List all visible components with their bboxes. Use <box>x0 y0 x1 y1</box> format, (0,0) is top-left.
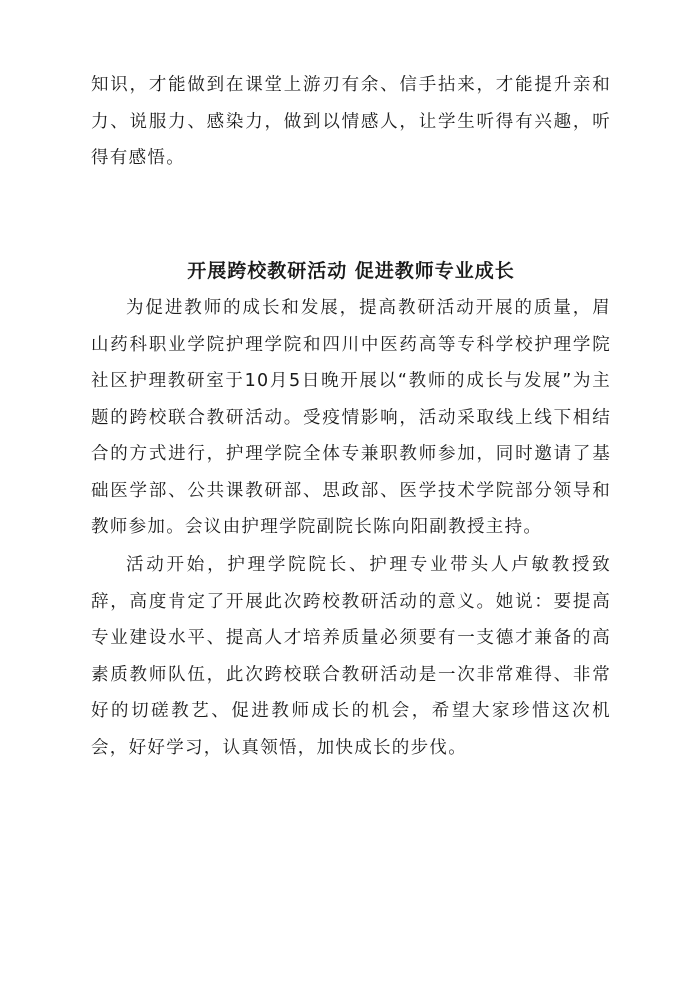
body-paragraph: 活动开始，护理学院院长、护理专业带头人卢敏教授致辞，高度肯定了开展此次跨校教研活动的意义。她说：要提高专业建设水平、提高人才培养质量必须要有一支德才兼备的高素质教师队伍，此次跨校联合教研活动是一次非常难得、非常好的切磋教艺、促进教师成长的机会，希望大家珍惜这次机会，好好学习，认真领悟，加快成长的步伐。 <box>91 555 611 758</box>
body-paragraph: 为促进教师的成长和发展，提高教研活动开展的质量，眉山药科职业学院护理学院和四川中医药高等专科学校护理学院社区护理教研室于10月5日晚开展以“教师的成长与发展”为主题的跨校联合教研活动。受疫情影响，活动采取线上线下相结合的方式进行，护理学院全体专兼职教师参加，同时邀请了基础医学部、公共课教研部、思政部、医学技术学院部分领导和教师参加。会议由护理学院副院长陈向阳副教授主持。 <box>91 298 611 537</box>
article-title: 开展跨校教研活动 促进教师专业成长 <box>187 260 515 282</box>
continuation-paragraph: 知识，才能做到在课堂上游刃有余、信手拈来，才能提升亲和力、说服力、感染力，做到以情感人，让学生听得有兴趣，听得有感悟。 <box>91 75 611 168</box>
